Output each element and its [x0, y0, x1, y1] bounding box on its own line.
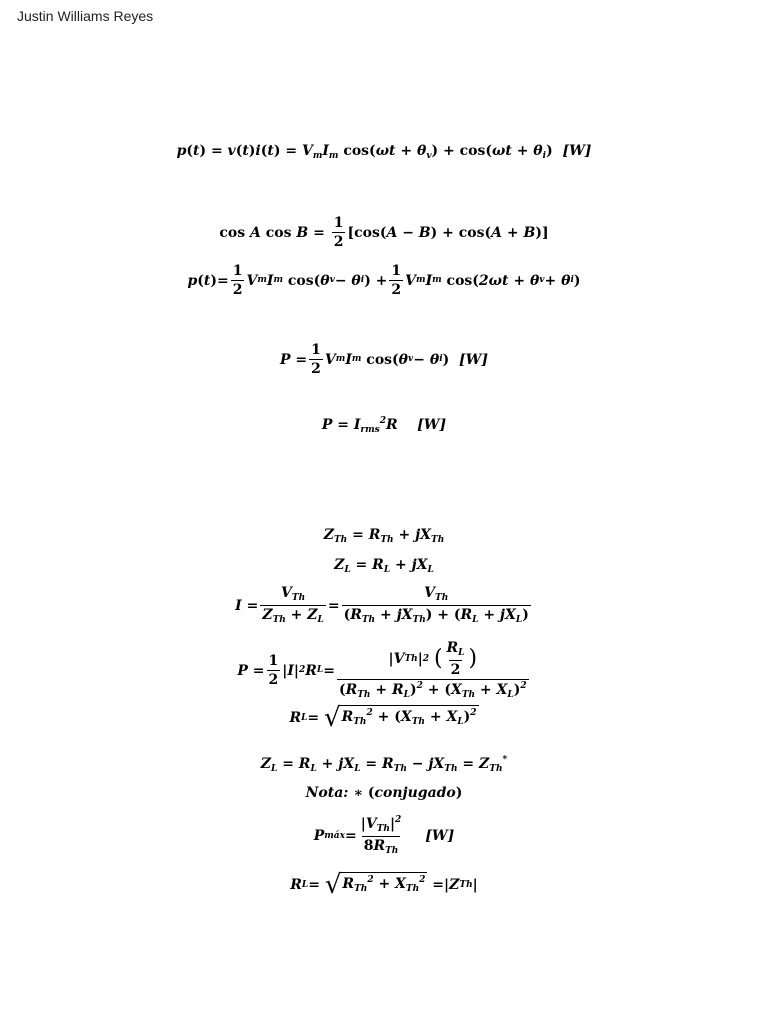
equation-resistance-magnitude: R L = √ $R_{Th}^2 + X_{Th}^2$ = | Z Th |	[290, 870, 478, 900]
equation-max-power: P máx = $\frac{|V_{Th}|^2}{8R_{Th}}$ [W]	[313, 815, 455, 856]
note-conjugate: Nota: ∗ (conjugado)	[305, 785, 463, 801]
equation-expanded-power: p ( t ) = $\frac{1}{2}$ V m I m cos( θ v − θ i ) + $\frac{1}{2}$ V m I m cos( 2ωt + θ v + θ i )	[187, 263, 581, 298]
equation-rms-power: $P = I_{rms}^2R$ [W]	[321, 416, 447, 435]
equation-product-to-sum: cos A cos B = $\frac{1}{2}$ [cos( A − B ) + cos( A + B )]	[219, 215, 549, 250]
equation-current: I = $\frac{V_{Th}}{Z_{Th} + Z_L}$ = $\frac{V_{Th}}{(R_{Th} + jX_{Th}) + (R_L + jX_L)}$	[235, 585, 529, 625]
equation-load-impedance: $Z_L = R_L + jX_L$	[334, 557, 434, 575]
equation-thevenin-impedance: $Z_{Th} = R_{Th} + jX_{Th}$	[323, 527, 445, 545]
equation-load-power: P = $\frac{1}{2}$ | I | 2 R L = | V Th | 2 ( $\frac{R_L}{2}$ ) $(R_{Th} + R_L)^2 + (X_{Th} + X_L)^2$	[237, 640, 527, 700]
equation-load-resistance: R L = √ $R_{Th}^2 + (X_{Th} + X_L)^2$	[289, 703, 477, 733]
equation-instantaneous-power: $p(t) = v(t)i(t) = V_mI_m$ $\cos(\omega t + \theta_v) + \cos(\omega t + \theta_i)$ [W]	[176, 143, 592, 161]
equation-average-power: P = $\frac{1}{2}$ V m I m cos( θ v − θ i ) [W]	[280, 342, 488, 377]
equation-conjugate-match: $Z_L = R_L + jX_L = R_{Th} - jX_{Th} = Z_{Th}^*$	[260, 755, 508, 774]
author-name: Justin Williams Reyes	[17, 8, 154, 24]
